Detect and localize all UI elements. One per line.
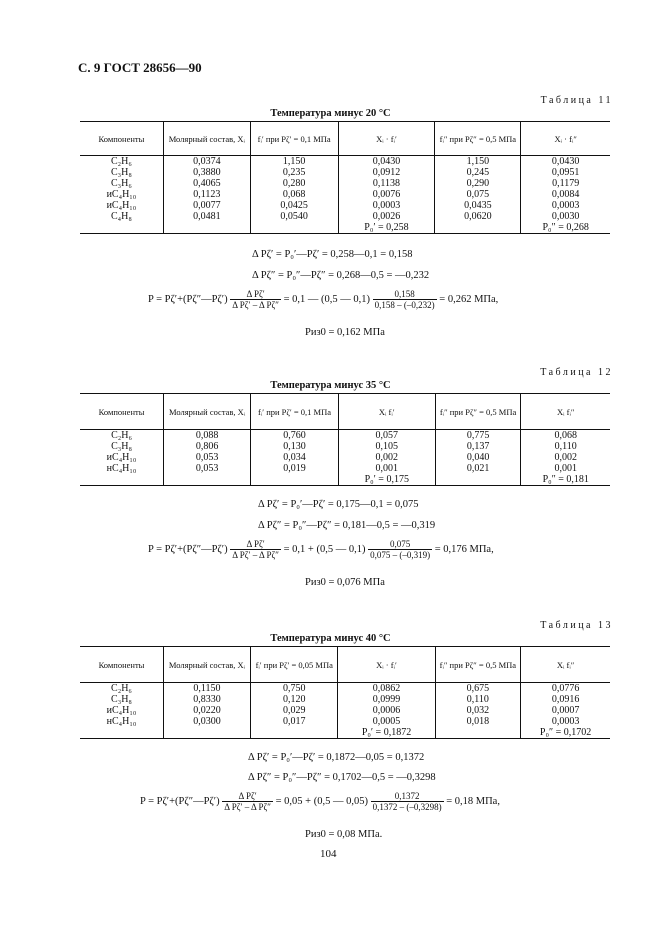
cell: 0,806: [164, 441, 251, 452]
eq-mid: = 0,1 — (0,5 — 0,1): [283, 293, 371, 305]
cell: 0,040: [435, 452, 521, 463]
fraction-values: $\frac{0,1372}{0,1372 - (-0,3298)}$: [372, 791, 442, 812]
cell: 0,3880: [163, 167, 250, 178]
cell: C₃H₆: [110, 178, 132, 189]
equation-p: [140, 791, 500, 812]
table-13-title: Температура минус 40 °С: [270, 633, 391, 644]
cell: 0,053: [164, 463, 251, 474]
table-row: [80, 716, 610, 727]
table-row: [80, 705, 610, 716]
cell: 0,1150: [163, 683, 250, 695]
cell: 0,0862: [338, 683, 435, 695]
col-header: Xᵢ fᵢ′: [338, 394, 435, 430]
cell: 0,002: [521, 452, 610, 463]
cell: иC₄H₁₀: [106, 200, 137, 211]
col-header: Компоненты: [80, 394, 164, 430]
equation-delta-p1: Δ Pζ′ = P₀′—Pζ′ = 0,175—0,1 = 0,075: [258, 499, 419, 510]
cell: 0,075: [435, 189, 521, 200]
total-p0-double-prime: P₀″ = 0,181: [521, 474, 610, 486]
equation-p: [148, 539, 494, 560]
equation-p-iso: Pиз0 = 0,162 МПа: [305, 327, 385, 338]
eq-result: = 0,262 МПа,: [439, 293, 499, 305]
table-row: [80, 167, 610, 178]
cell: 0,032: [435, 705, 521, 716]
table-row: [80, 211, 610, 222]
cell: C₃H₈: [111, 441, 132, 452]
cell: 0,0620: [435, 211, 521, 222]
col-header: Xᵢ fᵢ″: [521, 394, 610, 430]
cell: 0,130: [251, 441, 339, 452]
fraction: $\frac{\text{Δ Pζ′}}{\text{Δ Pζ′ – Δ Pζ″}}$: [224, 791, 271, 812]
cell: 0,034: [251, 452, 339, 463]
cell: 0,021: [435, 463, 521, 474]
eq-left: P = Pζ′+(Pζ″—Pζ′): [148, 293, 228, 305]
eq-left: P = Pζ′+(Pζ″—Pζ′): [140, 795, 220, 807]
equation-delta-p2: Δ Pζ″ = P₀″—Pζ″ = 0,181—0,5 = —0,319: [258, 520, 436, 531]
cell: C₂H₆: [111, 683, 132, 694]
cell: 1,150: [435, 156, 521, 168]
cell: 0,053: [164, 452, 251, 463]
cell: C₃H₈: [110, 167, 132, 178]
cell: 0,0005: [338, 716, 435, 727]
cell: 0,0030: [521, 211, 610, 222]
cell: 0,290: [435, 178, 521, 189]
cell: 0,0916: [521, 694, 610, 705]
totals-row: [80, 474, 610, 486]
table-row: [80, 430, 610, 442]
cell: 0,775: [435, 430, 521, 442]
table-row: [80, 463, 610, 474]
cell: 0,0951: [521, 167, 610, 178]
cell: 0,0776: [521, 683, 610, 695]
table-11: [80, 121, 610, 234]
cell: 0,1138: [338, 178, 435, 189]
col-header: fᵢ″ при Pζ″ = 0,5 МПа: [435, 647, 521, 683]
page-number: 104: [320, 848, 337, 860]
cell: 0,0007: [521, 705, 610, 716]
cell: 0,0540: [250, 211, 338, 222]
cell: 0,675: [435, 683, 521, 695]
col-header: fᵢ′ при Pζ′ = 0,1 МПа: [251, 394, 339, 430]
cell: 0,760: [251, 430, 339, 442]
cell: 0,0006: [338, 705, 435, 716]
table-12: [80, 393, 610, 486]
equation-delta-p1: Δ Pζ′ = P₀′—Pζ′ = 0,258—0,1 = 0,158: [252, 249, 413, 260]
table-row: [80, 683, 610, 695]
cell: 0,0374: [163, 156, 250, 168]
cell: 1,150: [250, 156, 338, 168]
table-12-title: Температура минус 35 °С: [270, 380, 391, 391]
cell: 0,750: [250, 683, 338, 695]
cell: 0,110: [521, 441, 610, 452]
equation-p-iso: Pиз0 = 0,08 МПа.: [305, 829, 383, 840]
equation-delta-p1: Δ Pζ′ = P₀′—Pζ′ = 0,1872—0,05 = 0,1372: [248, 752, 425, 763]
eq-left: P = Pζ′+(Pζ″—Pζ′): [148, 543, 228, 555]
fraction: $\frac{\text{Δ Pζ′}}{\text{Δ Pζ′ – Δ Pζ″}}$: [232, 539, 279, 560]
cell: 0,001: [521, 463, 610, 474]
total-p0-double-prime: P₀″ = 0,1702: [521, 727, 610, 739]
cell: 0,068: [521, 430, 610, 442]
cell: 0,019: [251, 463, 339, 474]
col-header: fᵢ′ при Pζ′ = 0,1 МПа: [250, 122, 338, 156]
col-header: Xᵢ fᵢ″: [521, 647, 610, 683]
cell: 0,0481: [163, 211, 250, 222]
cell: C₄H₈: [110, 211, 132, 222]
col-header: Xᵢ · fᵢ′: [338, 647, 435, 683]
cell: 0,4065: [163, 178, 250, 189]
table-row: [80, 178, 610, 189]
cell: 0,0912: [338, 167, 435, 178]
cell: 0,088: [164, 430, 251, 442]
equation-p: [148, 289, 498, 310]
cell: 0,0003: [338, 200, 435, 211]
cell: 0,0003: [521, 716, 610, 727]
col-header: Компоненты: [80, 647, 163, 683]
cell: 0,001: [338, 463, 435, 474]
col-header: Компоненты: [80, 122, 163, 156]
col-header: Xᵢ · fᵢ″: [521, 122, 610, 156]
equation-delta-p2: Δ Pζ″ = P₀″—Pζ″ = 0,1702—0,5 = —0,3298: [248, 772, 436, 783]
table-row: [80, 200, 610, 211]
col-header: Молярный состав, Xᵢ: [163, 647, 250, 683]
cell: 0,1179: [521, 178, 610, 189]
cell: 0,280: [250, 178, 338, 189]
eq-result: = 0,176 МПа,: [434, 543, 494, 555]
equation-delta-p2: Δ Pζ″ = P₀″—Pζ″ = 0,268—0,5 = —0,232: [252, 270, 430, 281]
page-header: С. 9 ГОСТ 28656—90: [78, 60, 202, 75]
fraction-values: $\frac{0,158}{0,158 - (-0,232)}$: [374, 289, 435, 310]
col-header: Xᵢ · fᵢ′: [338, 122, 435, 156]
table-row: [80, 441, 610, 452]
cell: 0,245: [435, 167, 521, 178]
cell: 0,0003: [521, 200, 610, 211]
cell: 0,002: [338, 452, 435, 463]
col-header: fᵢ′ при Pζ′ = 0,05 МПа: [250, 647, 338, 683]
cell: иC₄H₁₀: [106, 452, 137, 463]
cell: 0,235: [250, 167, 338, 178]
cell: C₃H₈: [111, 694, 132, 705]
fraction-values: $\frac{0,075}{0,075 - (-0,319)}$: [370, 539, 431, 560]
cell: 0,0430: [338, 156, 435, 168]
total-p0-prime: P₀′ = 0,175: [338, 474, 435, 486]
cell: 0,1123: [163, 189, 250, 200]
cell: 0,8330: [163, 694, 250, 705]
total-p0-prime: P₀′ = 0,258: [338, 222, 435, 234]
cell: 0,029: [250, 705, 338, 716]
cell: C₂H₆: [111, 430, 132, 441]
cell: нC₄H₁₀: [106, 463, 137, 474]
cell: нC₄H₁₀: [106, 716, 137, 727]
cell: 0,0435: [435, 200, 521, 211]
cell: 0,105: [338, 441, 435, 452]
cell: 0,017: [250, 716, 338, 727]
equation-p-iso: Pиз0 = 0,076 МПа: [305, 577, 385, 588]
col-header: Молярный состав, Xᵢ: [164, 394, 251, 430]
cell: 0,018: [435, 716, 521, 727]
fraction: $\frac{\text{Δ Pζ′}}{\text{Δ Pζ′ – Δ Pζ″}}$: [232, 289, 279, 310]
cell: 0,137: [435, 441, 521, 452]
totals-row: [80, 727, 610, 739]
table-row: [80, 189, 610, 200]
cell: 0,0076: [338, 189, 435, 200]
table-row: [80, 694, 610, 705]
totals-row: [80, 222, 610, 234]
eq-result: = 0,18 МПа,: [446, 795, 500, 807]
table-13: [80, 646, 610, 739]
total-p0-prime: P₀′ = 0,1872: [338, 727, 435, 739]
eq-mid: = 0,1 + (0,5 — 0,1): [283, 543, 366, 555]
total-p0-double-prime: P₀″ = 0,268: [521, 222, 610, 234]
cell: 0,0999: [338, 694, 435, 705]
cell: 0,0084: [521, 189, 610, 200]
eq-mid: = 0,05 + (0,5 — 0,05): [275, 795, 368, 807]
cell: 0,0300: [163, 716, 250, 727]
table-11-label: Таблица 11: [540, 95, 613, 106]
col-header: fᵢ″ при Pζ″ = 0,5 МПа: [435, 394, 521, 430]
cell: иC₄H₁₀: [106, 189, 137, 200]
cell: 0,110: [435, 694, 521, 705]
cell: 0,057: [338, 430, 435, 442]
col-header: Молярный состав, Xᵢ: [163, 122, 250, 156]
cell: 0,0026: [338, 211, 435, 222]
cell: 0,0430: [521, 156, 610, 168]
cell: 0,0077: [163, 200, 250, 211]
cell: 0,120: [250, 694, 338, 705]
cell: 0,068: [250, 189, 338, 200]
cell: 0,0425: [250, 200, 338, 211]
cell: 0,0220: [163, 705, 250, 716]
table-row: [80, 156, 610, 168]
cell: иC₄H₁₀: [106, 705, 137, 716]
table-row: [80, 452, 610, 463]
table-13-label: Таблица 13: [540, 620, 613, 631]
table-11-title: Температура минус 20 °С: [270, 108, 391, 119]
cell: C₂H₆: [110, 156, 132, 167]
col-header: fᵢ″ при Pζ″ = 0,5 МПа: [435, 122, 521, 156]
table-12-label: Таблица 12: [540, 367, 613, 378]
